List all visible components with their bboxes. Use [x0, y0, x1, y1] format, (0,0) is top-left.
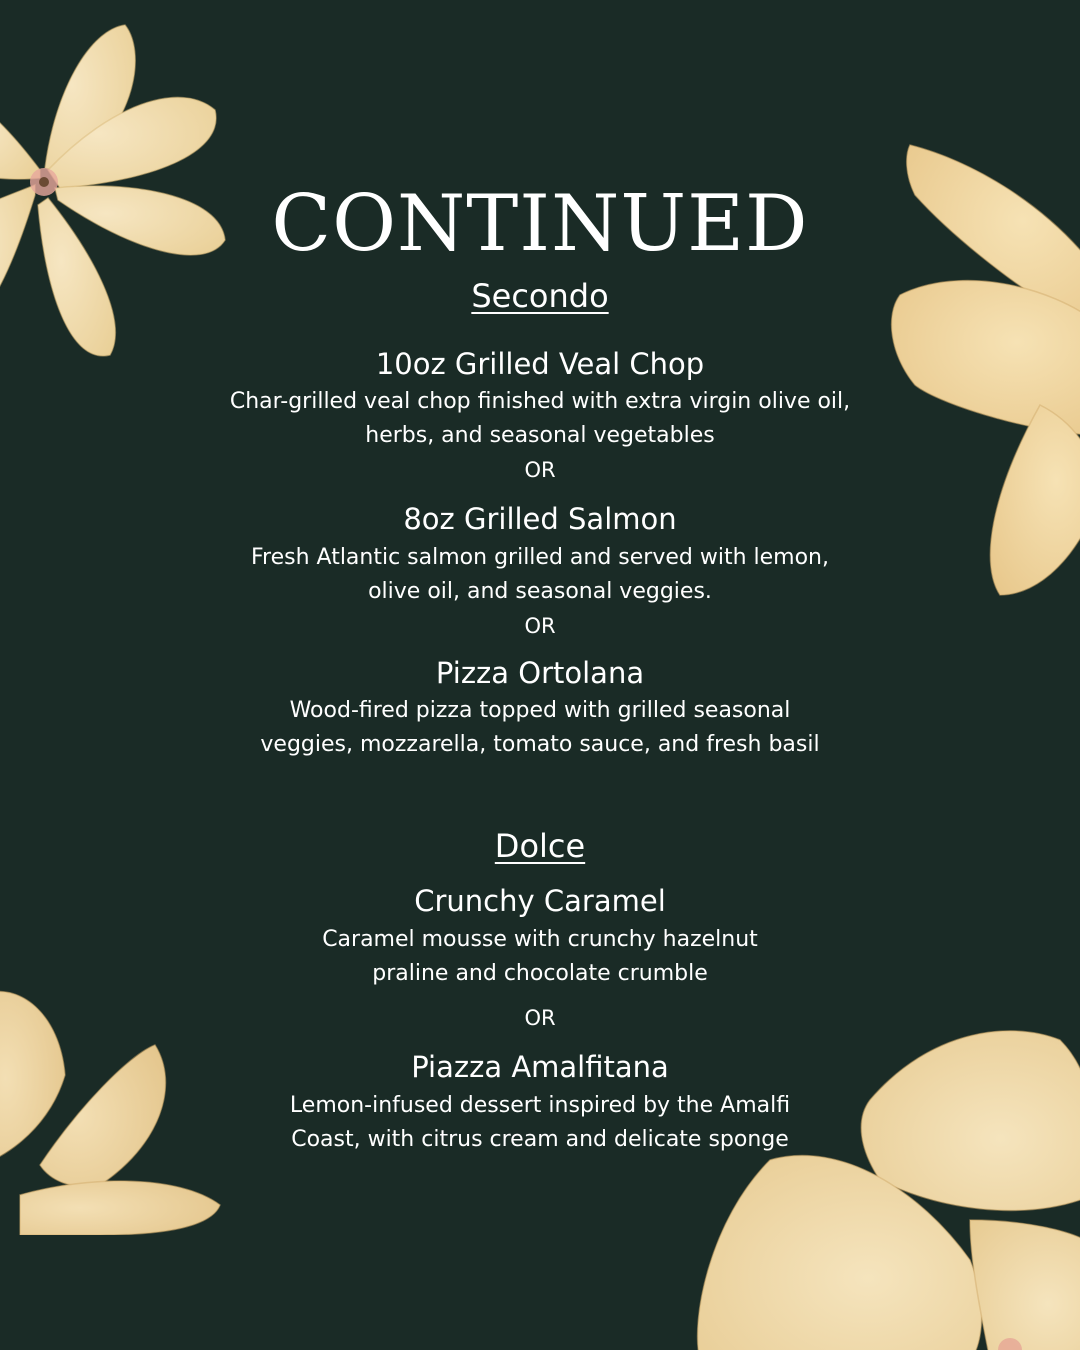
dish-description-line: olive oil, and seasonal veggies.: [368, 579, 712, 604]
dish-description-crunchy-caramel: [140, 923, 940, 991]
section-heading-dolce: Dolce: [494, 827, 586, 865]
dish-name-salmon: 8oz Grilled Salmon: [403, 502, 677, 536]
dish-description-line: praline and chocolate crumble: [372, 961, 708, 986]
dish-description-line: Coast, with citrus cream and delicate sponge: [291, 1127, 789, 1152]
dish-description-line: veggies, mozzarella, tomato sauce, and fresh basil: [260, 732, 820, 757]
dish-description-piazza-amalfitana: [140, 1089, 940, 1157]
dish-description-line: Wood-fired pizza topped with grilled seasonal: [289, 698, 791, 723]
or-separator: OR: [524, 1006, 556, 1030]
or-separator: OR: [524, 614, 556, 638]
dish-description-salmon: [140, 541, 940, 609]
dish-name-veal-chop: 10oz Grilled Veal Chop: [375, 347, 705, 381]
dish-description-line: Caramel mousse with crunchy hazelnut: [322, 927, 758, 952]
page-title: CONTINUED: [271, 179, 809, 269]
dish-description-pizza-ortolana: [140, 694, 940, 762]
dish-description-line: Char-grilled veal chop finished with extra virgin olive oil,: [229, 389, 851, 414]
dish-name-crunchy-caramel: Crunchy Caramel: [414, 884, 666, 918]
dish-description-line: herbs, and seasonal vegetables: [365, 423, 715, 448]
dish-name-piazza-amalfitana: Piazza Amalfitana: [411, 1050, 669, 1084]
dish-description-line: Fresh Atlantic salmon grilled and served with lemon,: [250, 545, 829, 570]
section-heading-secondo: Secondo: [471, 277, 609, 315]
or-separator: OR: [524, 458, 556, 482]
dish-description-veal-chop: [140, 385, 940, 453]
dish-description-line: Lemon-infused dessert inspired by the Amalfi: [289, 1093, 791, 1118]
dish-name-pizza-ortolana: Pizza Ortolana: [435, 656, 645, 690]
